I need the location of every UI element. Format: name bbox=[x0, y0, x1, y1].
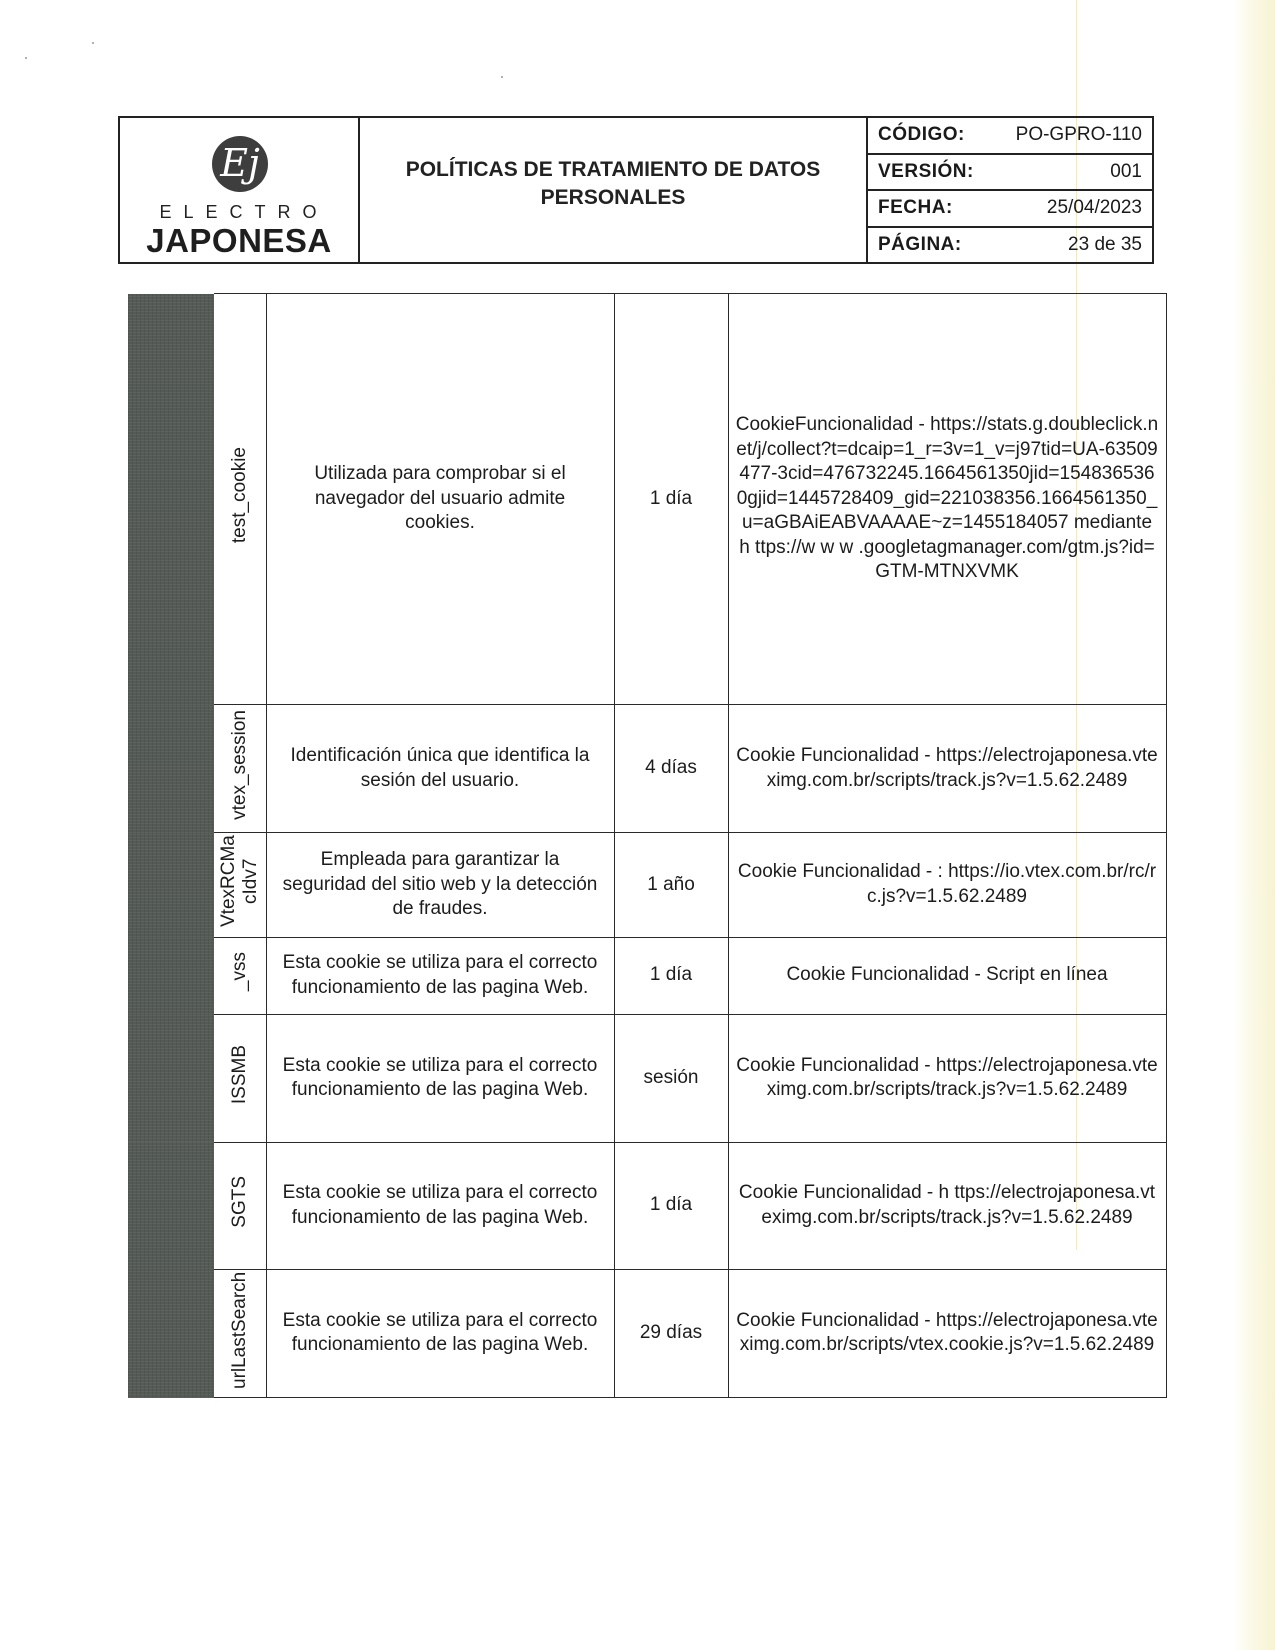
row-shade-bar bbox=[128, 1142, 214, 1269]
cookie-description: Utilizada para comprobar si el navegador del usuario admite cookies. bbox=[266, 294, 614, 705]
logo-text-japonesa: JAPONESA bbox=[146, 222, 332, 259]
cookie-duration: 1 día bbox=[614, 1142, 728, 1269]
cookie-table bbox=[128, 293, 1167, 1398]
meta-version bbox=[868, 155, 1152, 192]
scan-speck bbox=[92, 42, 94, 44]
company-logo bbox=[120, 118, 360, 262]
table-row bbox=[128, 1014, 1166, 1142]
meta-date bbox=[868, 191, 1152, 228]
cookie-description: Esta cookie se utiliza para el correcto funcionamiento de las pagina Web. bbox=[266, 937, 614, 1014]
row-shade-bar bbox=[128, 1014, 214, 1142]
cookie-name: SGTS bbox=[228, 1175, 250, 1228]
cookie-name-cell bbox=[214, 294, 266, 705]
page-edge-shading bbox=[1233, 0, 1275, 1650]
cookie-name-cell bbox=[214, 937, 266, 1014]
meta-page bbox=[868, 228, 1152, 263]
table-row bbox=[128, 1142, 1166, 1269]
row-shade-bar bbox=[128, 1269, 214, 1398]
scan-speck bbox=[25, 57, 27, 59]
cookie-source: Cookie Funcionalidad - : https://io.vtex.com.br/rc/rc.js?v=1.5.62.2489 bbox=[728, 833, 1166, 938]
cookie-description: Esta cookie se utiliza para el correcto funcionamiento de las pagina Web. bbox=[266, 1014, 614, 1142]
logo-text-electro: ELECTRO bbox=[159, 202, 329, 222]
cookie-source: Cookie Funcionalidad - h ttps://electrojaponesa.vteximg.com.br/scripts/track.js?v=1.5.62.2489 bbox=[728, 1142, 1166, 1269]
cookie-duration: 1 día bbox=[614, 937, 728, 1014]
cookie-name: VtexRCMacIdv7 bbox=[217, 835, 261, 927]
cookie-duration: sesión bbox=[614, 1014, 728, 1142]
meta-code-label: CÓDIGO: bbox=[878, 124, 965, 146]
meta-version-label: VERSIÓN: bbox=[878, 160, 974, 182]
logo-emblem-icon: Ej bbox=[212, 136, 268, 192]
cookie-name-cell bbox=[214, 1142, 266, 1269]
cookie-duration: 29 días bbox=[614, 1269, 728, 1398]
row-shade-bar bbox=[128, 705, 214, 833]
cookie-name: _vss bbox=[228, 952, 250, 992]
cookie-name-cell bbox=[214, 1269, 266, 1398]
meta-page-label: PÁGINA: bbox=[878, 233, 962, 255]
cookie-description: Esta cookie se utiliza para el correcto funcionamiento de las pagina Web. bbox=[266, 1142, 614, 1269]
table-row bbox=[128, 294, 1166, 705]
title-cell bbox=[360, 118, 868, 262]
row-shade-bar bbox=[128, 833, 214, 938]
row-shade-bar bbox=[128, 294, 214, 705]
table-row bbox=[128, 833, 1166, 938]
meta-date-value: 25/04/2023 bbox=[1046, 197, 1142, 219]
meta-date-label: FECHA: bbox=[878, 197, 953, 219]
cookie-name-cell bbox=[214, 705, 266, 833]
cookie-name-cell bbox=[214, 833, 266, 938]
document-metadata bbox=[868, 118, 1152, 262]
cookie-description: Esta cookie se utiliza para el correcto funcionamiento de las pagina Web. bbox=[266, 1269, 614, 1398]
cookie-name-cell bbox=[214, 1014, 266, 1142]
scan-speck bbox=[501, 76, 503, 78]
cookie-duration: 1 año bbox=[614, 833, 728, 938]
meta-code bbox=[868, 118, 1152, 155]
cookie-source: Cookie Funcionalidad - https://electrojaponesa.vteximg.com.br/scripts/vtex.cookie.js?v=1.5.62.2489 bbox=[728, 1269, 1166, 1398]
meta-code-value: PO-GPRO-110 bbox=[1015, 124, 1142, 146]
cookie-source: Cookie Funcionalidad - https://electrojaponesa.vteximg.com.br/scripts/track.js?v=1.5.62.2489 bbox=[728, 1014, 1166, 1142]
table-row bbox=[128, 937, 1166, 1014]
cookie-source: Cookie Funcionalidad - https://electrojaponesa.vteximg.com.br/scripts/track.js?v=1.5.62.2489 bbox=[728, 705, 1166, 833]
row-shade-bar bbox=[128, 937, 214, 1014]
meta-page-value: 23 de 35 bbox=[1068, 233, 1142, 255]
document-header bbox=[118, 116, 1154, 264]
cookie-name: urlLastSearch bbox=[228, 1270, 250, 1389]
cookie-source: CookieFuncionalidad - https://stats.g.doubleclick.net/j/collect?t=dcaip=1_r=3v=1_v=j97tid=UA-63509477-3cid=476732245.1664561350jid=1548365360gjid=1445728409_gid=221038356.1664561350_u=aGBAiEABVAAAAE~z=1455184057 mediante h ttps://w w w .googletagmanager.com/gtm.js?id=GTM-MTNXVMK bbox=[728, 294, 1166, 705]
cookie-duration: 1 día bbox=[614, 294, 728, 705]
meta-version-value: 001 bbox=[1110, 160, 1142, 182]
cookie-name: ISSMB bbox=[228, 1044, 250, 1104]
cookie-name: vtex_session bbox=[228, 709, 250, 820]
table-row bbox=[128, 1269, 1166, 1398]
document-title: POLÍTICAS DE TRATAMIENTO DE DATOS PERSONALES bbox=[405, 158, 821, 209]
table-row bbox=[128, 705, 1166, 833]
cookie-name: test_cookie bbox=[228, 447, 250, 544]
cookie-source: Cookie Funcionalidad - Script en línea bbox=[728, 937, 1166, 1014]
cookie-description: Identificación única que identifica la sesión del usuario. bbox=[266, 705, 614, 833]
cookie-description: Empleada para garantizar la seguridad del sitio web y la detección de fraudes. bbox=[266, 833, 614, 938]
cookie-duration: 4 días bbox=[614, 705, 728, 833]
